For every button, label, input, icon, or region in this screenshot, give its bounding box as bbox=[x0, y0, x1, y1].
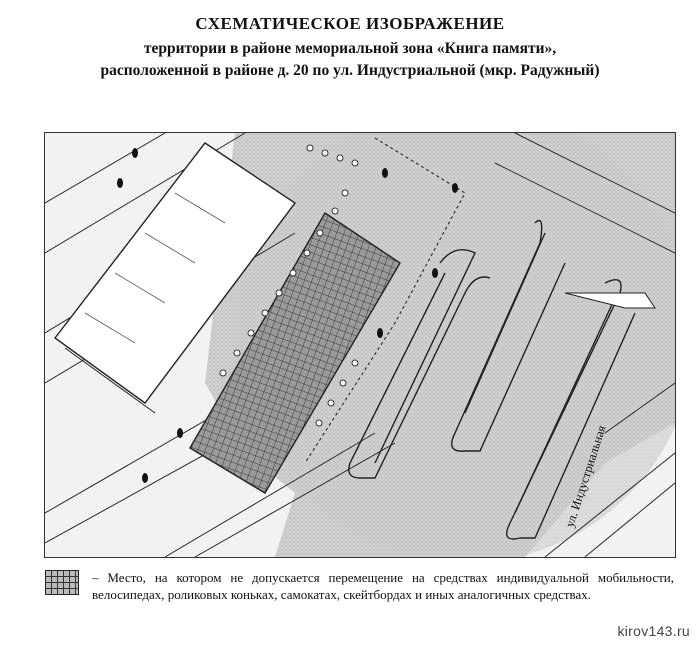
street-label: ул. Индустриальная bbox=[562, 423, 609, 529]
document-subtitle-line2: расположенной в районе д. 20 по ул. Индустриальной (мкр. Радужный) bbox=[100, 62, 600, 79]
site-watermark: kirov143.ru bbox=[617, 623, 690, 639]
document-subtitle-line1: территории в районе мемориальной зона «Книга памяти», bbox=[143, 40, 557, 57]
territory-map bbox=[44, 132, 676, 558]
legend-hatch-swatch bbox=[45, 570, 79, 595]
legend-description: – Место, на котором не допускается перемещение на средствах индивидуальной мобильности, велосипедах, роликовых коньках, самокатах, скейтбордах и иных аналогичных средствах. bbox=[92, 570, 674, 602]
document-title: СХЕМАТИЧЕСКОЕ ИЗОБРАЖЕНИЕ bbox=[195, 14, 505, 33]
